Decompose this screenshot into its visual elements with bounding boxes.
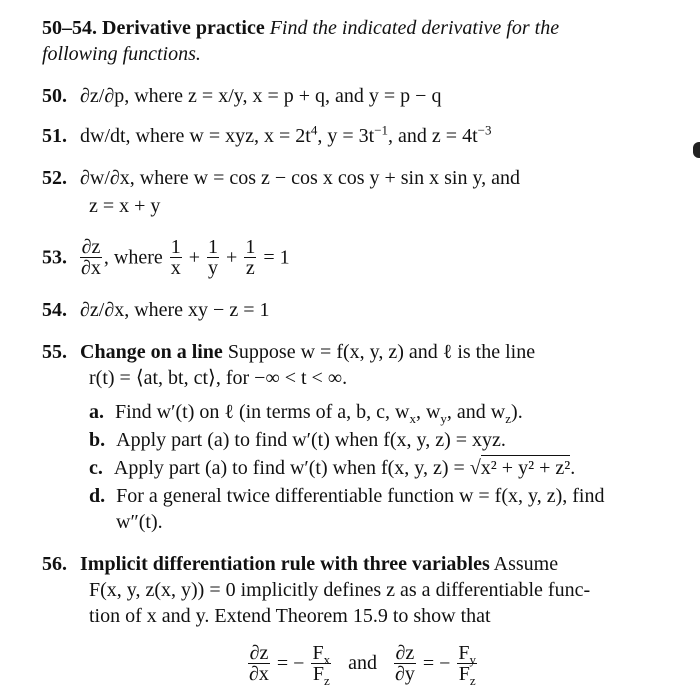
- problem-56-line2: F(x, y, z(x, y)) = 0 implicitly defines z as a differentiable func-: [89, 579, 591, 601]
- fraction-1-over-z: [244, 237, 256, 278]
- problem-number: 52.: [42, 167, 67, 189]
- text-part: F: [312, 662, 324, 685]
- part-label: c.: [89, 457, 103, 479]
- fraction-numerator: ∂z: [395, 641, 415, 664]
- radicand: x² + y² + z²: [480, 457, 571, 479]
- part-55b: [89, 428, 506, 452]
- part-55d: [89, 484, 604, 508]
- subscript: z: [469, 672, 476, 688]
- partial-fraction: [80, 237, 102, 278]
- equals-minus: = −: [422, 652, 451, 675]
- part-text: Apply part (a) to find w′(t) when f(x, y, z) = xyz.: [116, 429, 506, 451]
- and-word: and: [348, 652, 377, 675]
- text-part: , and w: [446, 401, 506, 423]
- part-label: a.: [89, 401, 104, 423]
- text-part: F: [458, 641, 470, 664]
- problem-53: [42, 232, 290, 281]
- exponent: −3: [477, 122, 492, 138]
- problem-text: Assume: [493, 553, 559, 575]
- part-text: [115, 401, 523, 426]
- text-part: .: [570, 457, 576, 479]
- problem-56: [42, 552, 558, 576]
- fraction-denominator: x: [170, 256, 181, 279]
- fraction-numerator: 1: [245, 235, 256, 258]
- partial-z-y: [394, 643, 416, 684]
- problem-51: [42, 124, 491, 148]
- problem-number: 54.: [42, 299, 67, 321]
- header-title: Derivative practice: [102, 17, 265, 39]
- subscript: x: [409, 411, 416, 426]
- plus-sign: +: [188, 246, 201, 269]
- problem-number: 51.: [42, 125, 67, 147]
- subscript: z: [323, 672, 330, 688]
- fraction-denominator: [457, 662, 477, 688]
- header-instruction-cont: following functions.: [42, 43, 201, 65]
- header-range: 50–54.: [42, 17, 97, 39]
- subscript: z: [505, 411, 512, 426]
- problem-text: ∂z/∂p, where z = x/y, x = p + q, and y = p − q: [80, 85, 442, 107]
- text-part: ).: [511, 401, 523, 423]
- subscript: x: [323, 651, 331, 667]
- fraction-denominator: z: [245, 256, 255, 279]
- page-edge-mark: [693, 142, 700, 158]
- problem-52-cont: z = x + y: [89, 195, 161, 217]
- problem-number: 56.: [42, 553, 67, 575]
- text-part: , and z = 4t: [388, 125, 478, 147]
- text-part: , w: [415, 401, 441, 423]
- fraction-numerator: 1: [170, 235, 181, 258]
- subscript: y: [469, 651, 477, 667]
- part-55c: [89, 456, 575, 480]
- fraction-numerator: [457, 641, 477, 667]
- problem-number: 53.: [42, 246, 67, 269]
- fraction-denominator: y: [208, 256, 219, 279]
- exponent: −1: [374, 122, 389, 138]
- fraction-1-over-x: [170, 237, 182, 278]
- part-55d-cont: w″(t).: [116, 511, 163, 533]
- fx-over-fz: [311, 641, 331, 688]
- text-part: , y = 3t: [317, 125, 375, 147]
- text-part: dw/dt, where w = xyz, x = 2t: [80, 125, 311, 147]
- part-55a: [89, 400, 523, 424]
- fraction-numerator: 1: [208, 235, 219, 258]
- fraction-denominator: ∂y: [394, 662, 415, 685]
- plus-sign: +: [226, 246, 238, 269]
- problem-55-line2: r(t) = ⟨at, bt, ct⟩, for −∞ < t < ∞.: [89, 367, 348, 389]
- text-part: , where: [103, 246, 163, 269]
- part-label: b.: [89, 429, 106, 451]
- fraction-denominator: ∂x: [81, 256, 101, 279]
- equals-one: = 1: [263, 246, 290, 269]
- equals-minus: = −: [276, 652, 305, 675]
- subscript: y: [440, 411, 447, 426]
- text-part: F: [458, 662, 470, 685]
- problem-text: [80, 122, 492, 147]
- part-text: For a general twice differentiable function w = f(x, y, z), find: [116, 485, 605, 507]
- problem-50: [42, 84, 441, 108]
- problem-text: ∂z/∂x, where xy − z = 1: [80, 299, 270, 321]
- problem-title: Implicit differentiation rule with three variables: [80, 553, 490, 575]
- implicit-diff-formula: [246, 638, 479, 687]
- fraction-denominator: ∂x: [249, 662, 269, 685]
- sqrt-symbol: √: [469, 457, 481, 479]
- problem-56-line3: tion of x and y. Extend Theorem 15.9 to show that: [89, 605, 491, 627]
- fraction-numerator: ∂z: [81, 235, 101, 258]
- problem-52: [42, 166, 520, 190]
- text-part: F: [312, 641, 324, 664]
- problem-54: [42, 298, 270, 322]
- problem-text: Suppose w = f(x, y, z) and ℓ is the line: [227, 341, 536, 363]
- fraction-1-over-y: [207, 237, 219, 278]
- problem-title: Change on a line: [80, 341, 223, 363]
- problem-number: 55.: [42, 341, 67, 363]
- exponent: 4: [310, 122, 318, 138]
- partial-z-x: [248, 643, 270, 684]
- problem-number: 50.: [42, 85, 67, 107]
- problem-55: [42, 340, 535, 364]
- fraction-numerator: [311, 641, 331, 667]
- text-part: Find w′(t) on ℓ (in terms of a, b, c, w: [115, 401, 410, 423]
- fraction-numerator: ∂z: [249, 641, 269, 664]
- fraction-denominator: [311, 662, 331, 688]
- part-text: [114, 457, 575, 479]
- problem-text: ∂w/∂x, where w = cos z − cos x cos y + sin x sin y, and: [80, 167, 521, 189]
- fy-over-fz: [457, 641, 477, 688]
- part-label: d.: [89, 485, 106, 507]
- text-part: Apply part (a) to find w′(t) when f(x, y, z) =: [113, 457, 465, 479]
- header-instruction: Find the indicated derivative for the: [269, 17, 560, 39]
- section-header: [42, 16, 559, 40]
